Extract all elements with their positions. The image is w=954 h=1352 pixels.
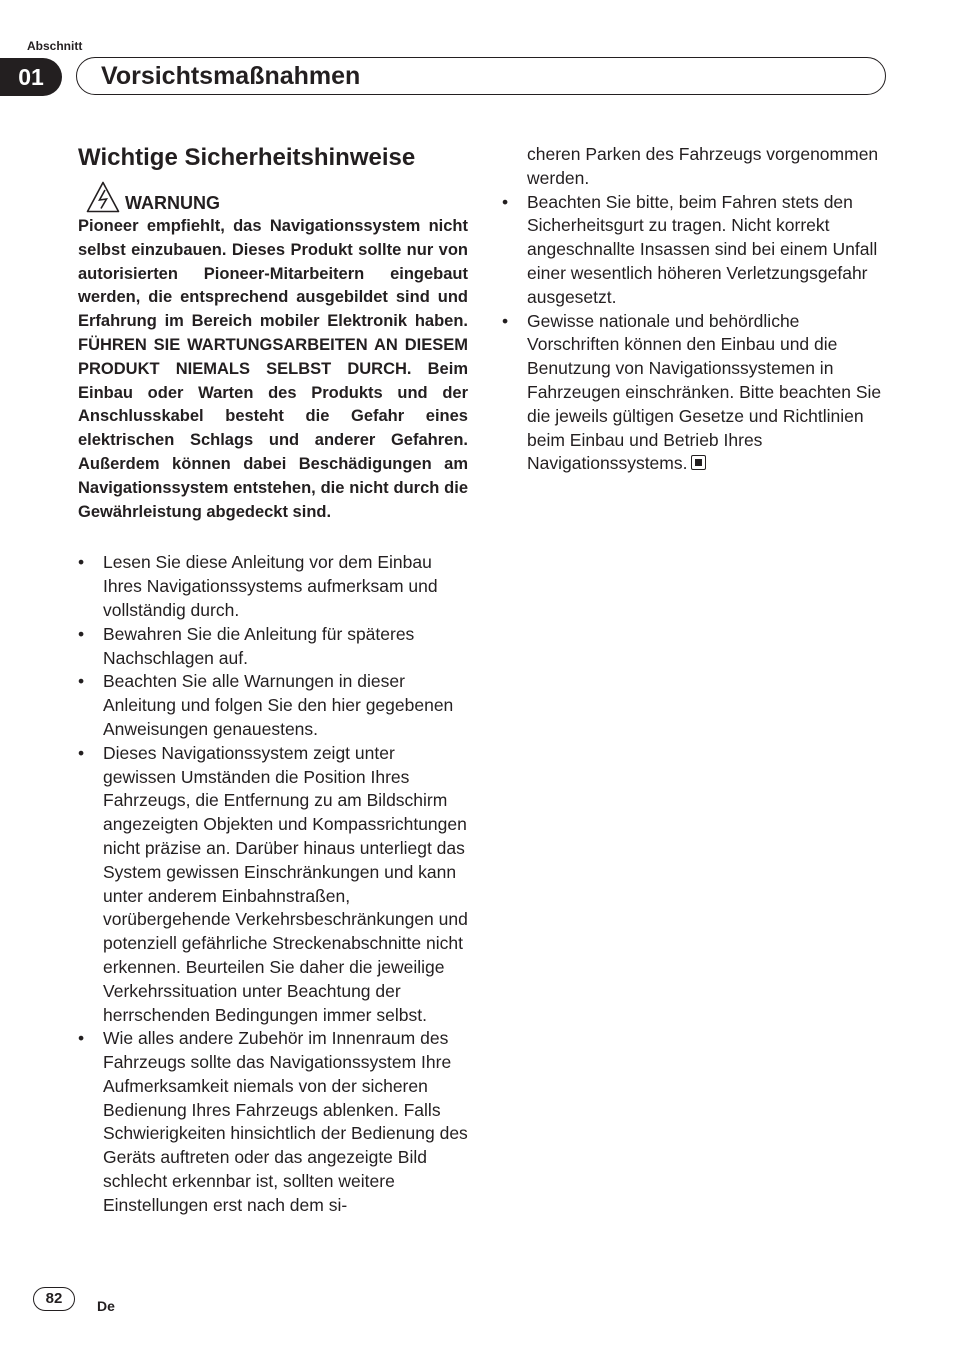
list-item [502,310,892,477]
language-code: De [97,1298,115,1314]
list-item-text: Gewisse nationale und behördliche Vorschriften können den Einbau und die Benutzung von Navigationssystemen in Fahrzeugen einschränken. Bitte beachten Sie die jeweils gültigen Gesetze und Richtlinien beim Einbau und Betrieb Ihres Navigationssystems. [527,310,882,474]
section-heading: Wichtige Sicherheitshinweise [78,144,416,171]
list-item: • Wie alles andere Zubehör im Innenraum des Fahrzeugs sollte das Navigationssystem Ihre Aufmerksamkeit niemals von der sicheren Bedienung Ihres Fahrzeugs ablenken. Falls Schwierigkeiten hinsichtlich der Bedienung des Geräts auftreten oder das angezeigte Bild schlecht erkennbar ist, sollten weitere Einstellungen erst nach dem si- [78,1027,468,1217]
end-of-section-icon [691,455,706,470]
left-column [78,141,468,1218]
chapter-title: Vorsichtsmaßnahmen [76,57,886,95]
warning-label: WARNUNG [125,193,220,213]
safety-list-continued [502,191,892,477]
page-number: 82 [33,1287,75,1311]
list-item: • Lesen Sie diese Anleitung vor dem Einbau Ihres Navigationssystems aufmerksam und vollständig durch. [78,551,468,622]
continued-text: cheren Parken des Fahrzeugs vorgenommen werden. [527,144,879,188]
list-item: • Beachten Sie alle Warnungen in dieser Anleitung und folgen Sie den hier gegebenen Anweisungen genauestens. [78,670,468,741]
chapter-number: 01 [0,58,62,96]
section-label: Abschnitt [27,39,83,53]
list-item: • Dieses Navigationssystem zeigt unter gewissen Umständen die Position Ihres Fahrzeugs, die Entfernung zu am Bildschirm angezeigten Objekten und Kompassrichtungen nicht präzise an. Darüber hinaus unterliegt das System gewissen Einschränkungen und kann unter anderem Einbahnstraßen, vorübergehende Verkehrsbeschränkungen und potenziell gefährliche Streckenabschnitte nicht erkennen. Beurteilen Sie daher die jeweilige Verkehrssituation unter Beachtung der herrschenden Bedingungen immer selbst. [78,742,468,1028]
list-item: • Beachten Sie bitte, beim Fahren stets den Sicherheitsgurt zu tragen. Nicht korrekt angeschnallte Insassen sind bei einem Unfall einer wesentlich höheren Verletzungsgefahr ausgesetzt. [502,191,892,310]
right-column [502,143,892,476]
warning-triangle-icon [86,181,120,213]
warning-header [78,179,468,213]
safety-list [78,551,468,1217]
list-item: • Bewahren Sie die Anleitung für späteres Nachschlagen auf. [78,623,468,671]
warning-text: Pioneer empfiehlt, das Navigationssystem nicht selbst einzubauen. Dieses Produkt sollte nur von autorisierten Pioneer-Mitarbeitern eingebaut werden, die entsprechend ausgebildet sind und Erfahrung im Bereich mobiler Elektronik haben. FÜHREN SIE WARTUNGSARBEITEN AN DIESEM PRODUKT NIEMALS SELBST DURCH. Beim Einbau oder Warten des Produkts und der Anschlusskabel besteht die Gefahr eines elektrischen Schlags und anderer Gefahren. Außerdem können dabei Beschädigungen am Navigationssystem entstehen, die nicht durch die Gewährleistung abgedeckt sind. [78,217,468,521]
